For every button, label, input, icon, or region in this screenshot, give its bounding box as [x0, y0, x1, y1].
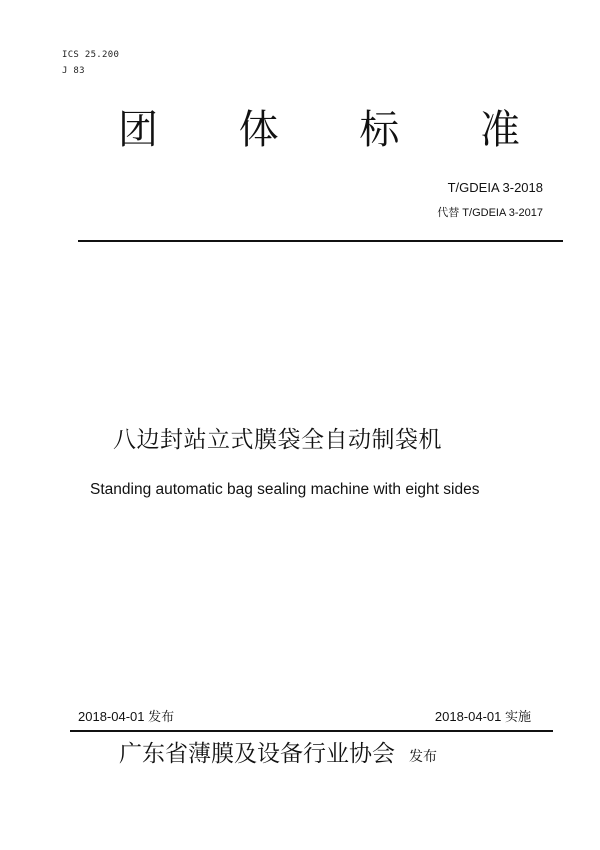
top-divider	[78, 240, 563, 242]
bottom-divider	[70, 730, 553, 732]
publication-date: 2018-04-01 发布	[78, 709, 175, 724]
title-char: 体	[238, 107, 279, 153]
ics-code: ICS 25.200	[62, 50, 120, 60]
document-title-english: Standing automatic bag sealing machine with eight sides	[90, 481, 480, 498]
title-char: 标	[359, 107, 400, 153]
title-char: 准	[479, 107, 520, 153]
implementation-date: 2018-04-01 实施	[434, 709, 531, 724]
standard-number: T/GDEIA 3-2018	[447, 180, 543, 195]
issuer-block	[119, 737, 437, 771]
replaces-standard: 代替 T/GDEIA 3-2017	[437, 207, 543, 219]
issuer-name: 广东省薄膜及设备行业协会	[119, 741, 395, 767]
issuer-action: 发布	[409, 749, 437, 765]
ccs-code: J 83	[62, 66, 85, 76]
title-char: 团	[118, 107, 158, 153]
document-title-chinese: 八边封站立式膜袋全自动制袋机	[113, 427, 442, 453]
standard-type-title	[118, 104, 520, 156]
